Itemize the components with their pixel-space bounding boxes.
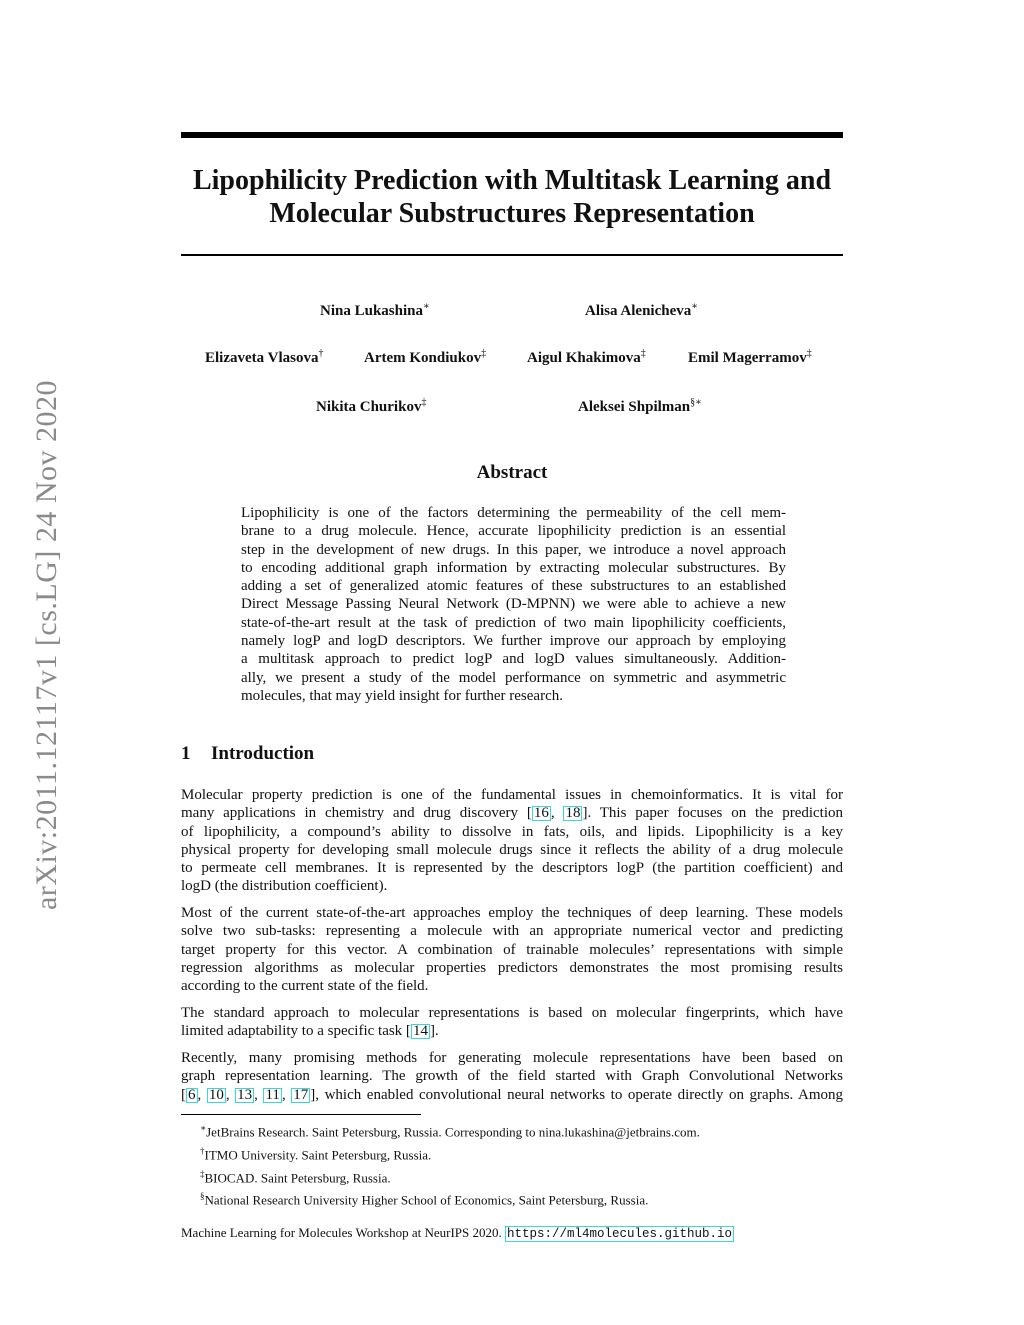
abstract-line: namely logP and logD descriptors. We further improve our approach by employing bbox=[241, 633, 786, 650]
author-1: Nina Lukashina∗ bbox=[320, 301, 430, 319]
abstract-line: ally, we present a study of the model performance on symmetric and asymmetric bbox=[241, 669, 786, 686]
author-7: Nikita Churikov‡ bbox=[316, 397, 427, 415]
abstract-body bbox=[241, 504, 786, 705]
paragraph-line: of lipophilicity, a compound’s ability to dissolve in fats, oils, and lipids. Lipophilicity is a key bbox=[181, 823, 843, 840]
citation-link[interactable]: 17 bbox=[293, 1086, 309, 1103]
footnote: †ITMO University. Saint Petersburg, Russia. bbox=[200, 1145, 432, 1163]
paragraph-line: Molecular property prediction is one of the fundamental issues in chemoinformatics. It is vital for bbox=[181, 787, 843, 803]
paragraph-line: logD (the distribution coefficient). bbox=[181, 878, 388, 895]
paragraph-line: solve two sub-tasks: representing a molecule with an appropriate numerical vector and predicting bbox=[181, 923, 843, 940]
citation-link[interactable]: 6 bbox=[188, 1086, 196, 1103]
author-3: Elizaveta Vlasova† bbox=[205, 348, 324, 366]
title-rule-top bbox=[181, 132, 843, 138]
paragraph-line: limited adaptability to a specific task [ 14 ]. bbox=[181, 1023, 439, 1040]
author-2: Alisa Alenicheva∗ bbox=[585, 301, 699, 319]
intro-paragraph-2 bbox=[181, 904, 843, 995]
abstract-line: to encoding additional graph information by extracting molecular substructures. By bbox=[241, 559, 786, 576]
paragraph-line: Most of the current state-of-the-art approaches employ the techniques of deep learning. These models bbox=[181, 905, 843, 921]
title-line-2: Molecular Substructures Representation bbox=[269, 198, 755, 229]
paragraph-line: to permeate cell membranes. It is represented by the descriptors logP (the partition coefficient) and bbox=[181, 860, 843, 877]
paragraph-line: target property for this vector. A combination of trainable molecules’ representations with simple bbox=[181, 941, 843, 958]
abstract-line: Lipophilicity is one of the factors determining the permeability of the cell mem- bbox=[241, 505, 786, 521]
title-rule-bottom bbox=[181, 254, 843, 256]
footnotes bbox=[200, 1119, 700, 1210]
paper-title bbox=[181, 164, 843, 230]
author-5: Aigul Khakimova‡ bbox=[527, 348, 646, 366]
abstract-line: state-of-the-art result at the task of prediction of two main lipophilicity coefficients, bbox=[241, 614, 786, 631]
footnote: ‡BIOCAD. Saint Petersburg, Russia. bbox=[200, 1168, 391, 1185]
footnote-rule bbox=[181, 1114, 421, 1115]
footnote: §National Research University Higher School of Economics, Saint Petersburg, Russia. bbox=[200, 1191, 649, 1208]
workshop-url-link[interactable]: https://ml4molecules.github.io bbox=[507, 1227, 733, 1241]
intro-paragraph-1 bbox=[181, 786, 843, 896]
citation-link[interactable]: 13 bbox=[237, 1086, 253, 1103]
section-title: Introduction bbox=[211, 743, 315, 764]
author-6: Emil Magerramov‡ bbox=[688, 348, 812, 366]
abstract-heading: Abstract bbox=[476, 462, 548, 483]
abstract-line: molecules, that may yield insight for further research. bbox=[241, 687, 563, 704]
workshop-text: Machine Learning for Molecules Workshop at NeurIPS 2020. bbox=[181, 1225, 506, 1240]
paragraph-line: regression algorithms as molecular properties predictors demonstrates the most promising results bbox=[181, 959, 843, 976]
arxiv-id-text: arXiv:2011.12117v1 [cs.LG] 24 Nov 2020 bbox=[30, 379, 63, 911]
abstract-line: Direct Message Passing Neural Network (D-MPNN) we were able to achieve a new bbox=[241, 596, 786, 613]
paragraph-line: [ 6 , 10 , 13 , 11 , 17 ], which enabled convolutional neural networks to operate directly on graphs. Among bbox=[181, 1086, 844, 1103]
citation-link[interactable]: 11 bbox=[265, 1086, 280, 1103]
workshop-footer bbox=[181, 1225, 734, 1241]
abstract-line: a multitask approach to predict logP and logD values simultaneously. Addition- bbox=[241, 651, 786, 668]
abstract-line: brane to a drug molecule. Hence, accurate lipophilicity prediction is an essential bbox=[241, 523, 786, 540]
intro-paragraph-3 bbox=[181, 1004, 843, 1041]
citation-link[interactable]: 14 bbox=[412, 1023, 428, 1040]
paragraph-line: graph representation learning. The growth of the field started with Graph Convolutional Networks bbox=[181, 1068, 843, 1085]
paragraph-line: Recently, many promising methods for generating molecule representations have been based on bbox=[181, 1050, 843, 1066]
abstract-line: step in the development of new drugs. In this paper, we introduce a novel approach bbox=[241, 541, 786, 558]
author-4: Artem Kondiukov‡ bbox=[364, 348, 487, 366]
citation-link[interactable]: 16 bbox=[533, 805, 549, 822]
author-8: Aleksei Shpilman§∗ bbox=[578, 397, 702, 415]
paragraph-line: physical property for developing small molecule drugs since it reflects the ability of a drug molecule bbox=[181, 841, 843, 858]
section-heading-introduction bbox=[181, 743, 314, 765]
footnote: ∗JetBrains Research. Saint Petersburg, Russia. Corresponding to nina.lukashina@jetbrains.com. bbox=[200, 1123, 700, 1140]
citation-link[interactable]: 18 bbox=[565, 805, 581, 822]
paragraph-line: many applications in chemistry and drug discovery [ 16 , 18 ]. This paper focuses on the prediction bbox=[181, 805, 844, 822]
section-number: 1 bbox=[181, 743, 191, 764]
citation-link[interactable]: 10 bbox=[208, 1086, 224, 1103]
intro-paragraph-4 bbox=[181, 1049, 843, 1104]
paragraph-line: according to the current state of the field. bbox=[181, 978, 429, 995]
abstract-line: adding a set of generalized atomic features of these substructures to an established bbox=[241, 578, 786, 595]
arxiv-side-stamp bbox=[26, 345, 68, 945]
paragraph-line: The standard approach to molecular representations is based on molecular fingerprints, which have bbox=[181, 1005, 843, 1021]
title-line-1: Lipophilicity Prediction with Multitask Learning and bbox=[192, 165, 832, 196]
